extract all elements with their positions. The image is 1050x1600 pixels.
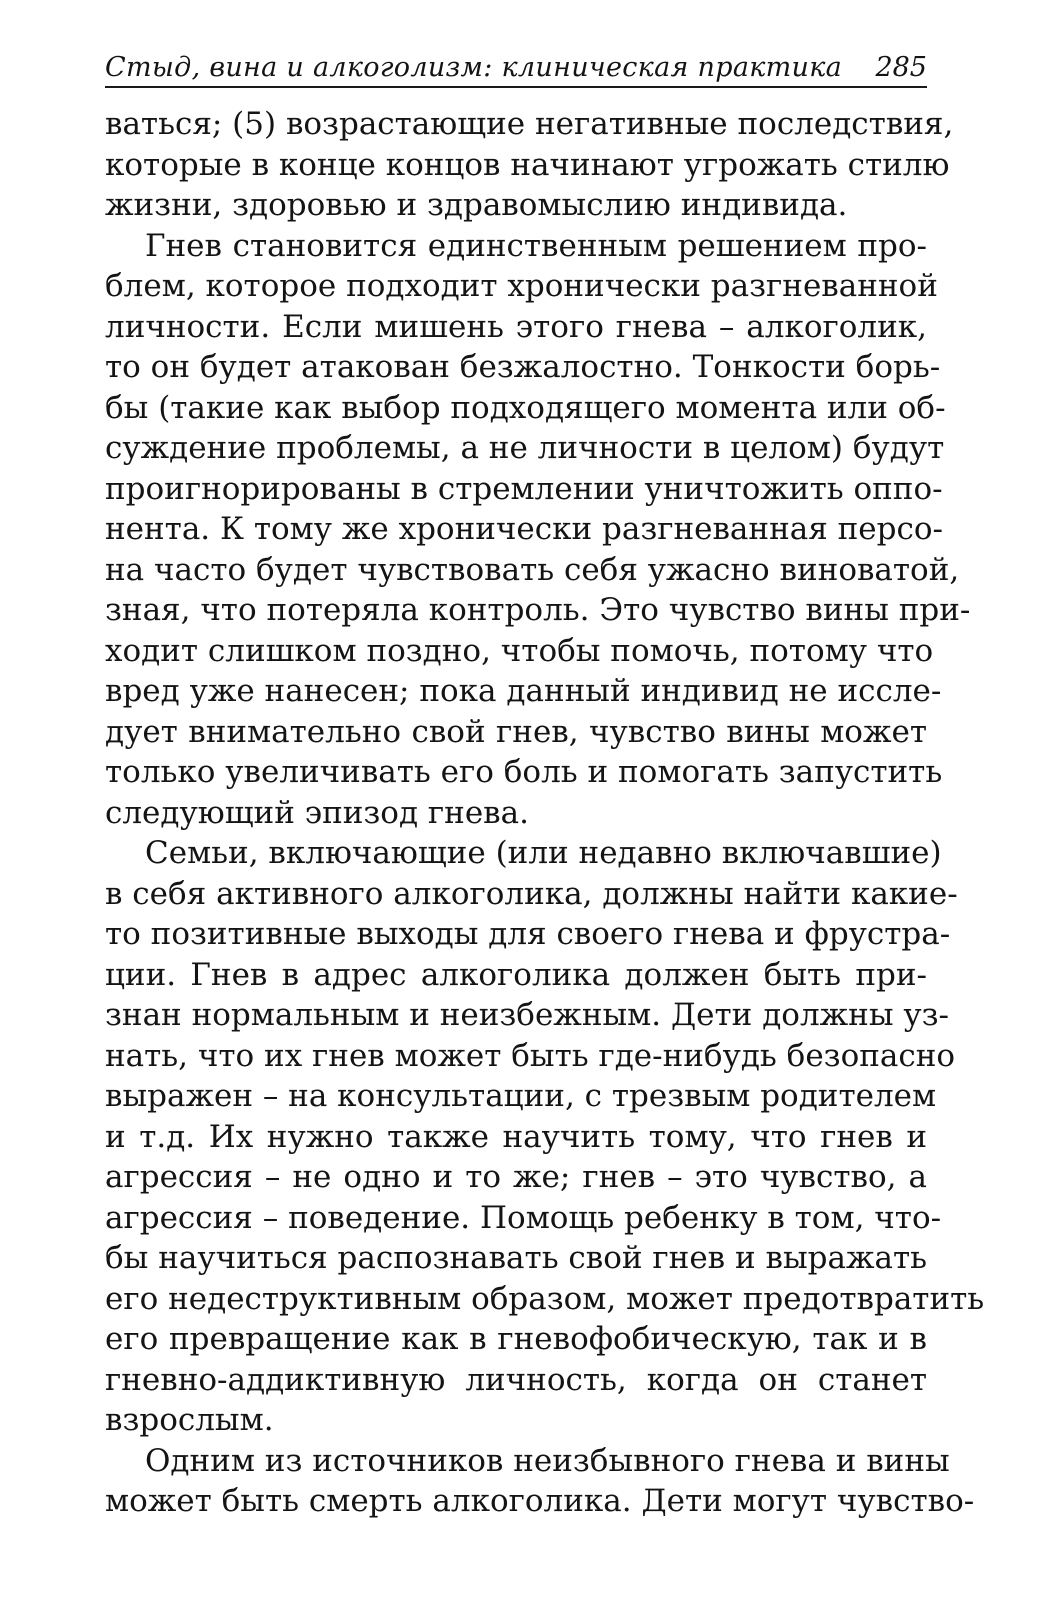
text-line: гневно-аддиктивную личность, когда он станет [105,1361,927,1398]
paragraph [105,104,954,226]
text-line: личности. Если мишень этого гнева – алкоголик, [105,308,927,345]
text-line: только увеличивать его боль и помогать запустить [105,754,943,790]
text-line: которые в конце концов начинают угрожать стилю [105,146,950,183]
text-line: жизни, здоровью и здравомыслию индивида. [105,187,848,223]
running-header-title: Стыд, вина и алкоголизм: клиническая практика [105,52,843,83]
text-line: суждение проблемы, а не личности в целом) будут [105,430,945,466]
text-line: его превращение как в гневофобическую, так и в [105,1321,927,1357]
text-line: ции. Гнев в адрес алкоголика должен быть при- [105,956,927,993]
text-line: нента. К тому же хронически разгневанная персо- [105,511,943,547]
text-line: в себя активного алкоголика, должны найти какие- [105,875,958,912]
text-line: агрессия – не одно и то же; гнев – это чувство, а [105,1159,927,1195]
text-line: нать, что их гнев может быть где-нибудь безопасно [105,1037,956,1074]
book-page [105,52,985,1522]
paragraph [105,1441,975,1522]
text-line: то позитивные выходы для своего гнева и фрустра- [105,916,951,952]
text-line: вред уже нанесен; пока данный индивид не иссле- [105,673,942,709]
text-line: взрослым. [105,1402,274,1438]
paragraph [105,833,985,1441]
text-line: Одним из источников неизбывного гнева и вины [145,1442,950,1479]
text-line: блем, которое подходит хронически разгневанной [105,268,938,304]
text-line: агрессия – поведение. Помощь ребенку в том, что- [105,1199,942,1236]
text-line: на часто будет чувствовать себя ужасно виноватой, [105,551,960,588]
text-line: и т.д. Их нужно также научить тому, что гнев и [105,1118,927,1155]
text-line: знан нормальным и неизбежным. Дети должны уз- [105,997,949,1033]
text-line: ходит слишком поздно, чтобы помочь, потому что [105,632,934,669]
text-line: зная, что потеряла контроль. Это чувство вины при- [105,592,971,628]
text-line: Гнев становится единственным решением про- [145,227,927,264]
text-line: может быть смерть алкоголика. Дети могут чувство- [105,1483,975,1519]
text-line: то он будет атакован безжалостно. Тонкости борь- [105,349,941,385]
paragraph [105,226,971,834]
text-line: дует внимательно свой гнев, чувство вины может [105,713,927,750]
page-number: 285 [875,52,927,83]
text-line: Семьи, включающие (или недавно включавшие) [145,835,942,871]
text-body [105,104,985,1522]
text-line: бы научиться распознавать свой гнев и выражать [105,1240,927,1276]
text-line: бы (такие как выбор подходящего момента или об- [105,389,946,426]
text-line: проигнорированы в стремлении уничтожить оппо- [105,470,943,507]
running-header [105,52,927,88]
text-line: ваться; (5) возрастающие негативные последствия, [105,106,954,142]
text-line: его недеструктивным образом, может предотвратить [105,1280,985,1317]
text-line: следующий эпизод гнева. [105,794,529,831]
text-line: выражен – на консультации, с трезвым родителем [105,1078,937,1114]
